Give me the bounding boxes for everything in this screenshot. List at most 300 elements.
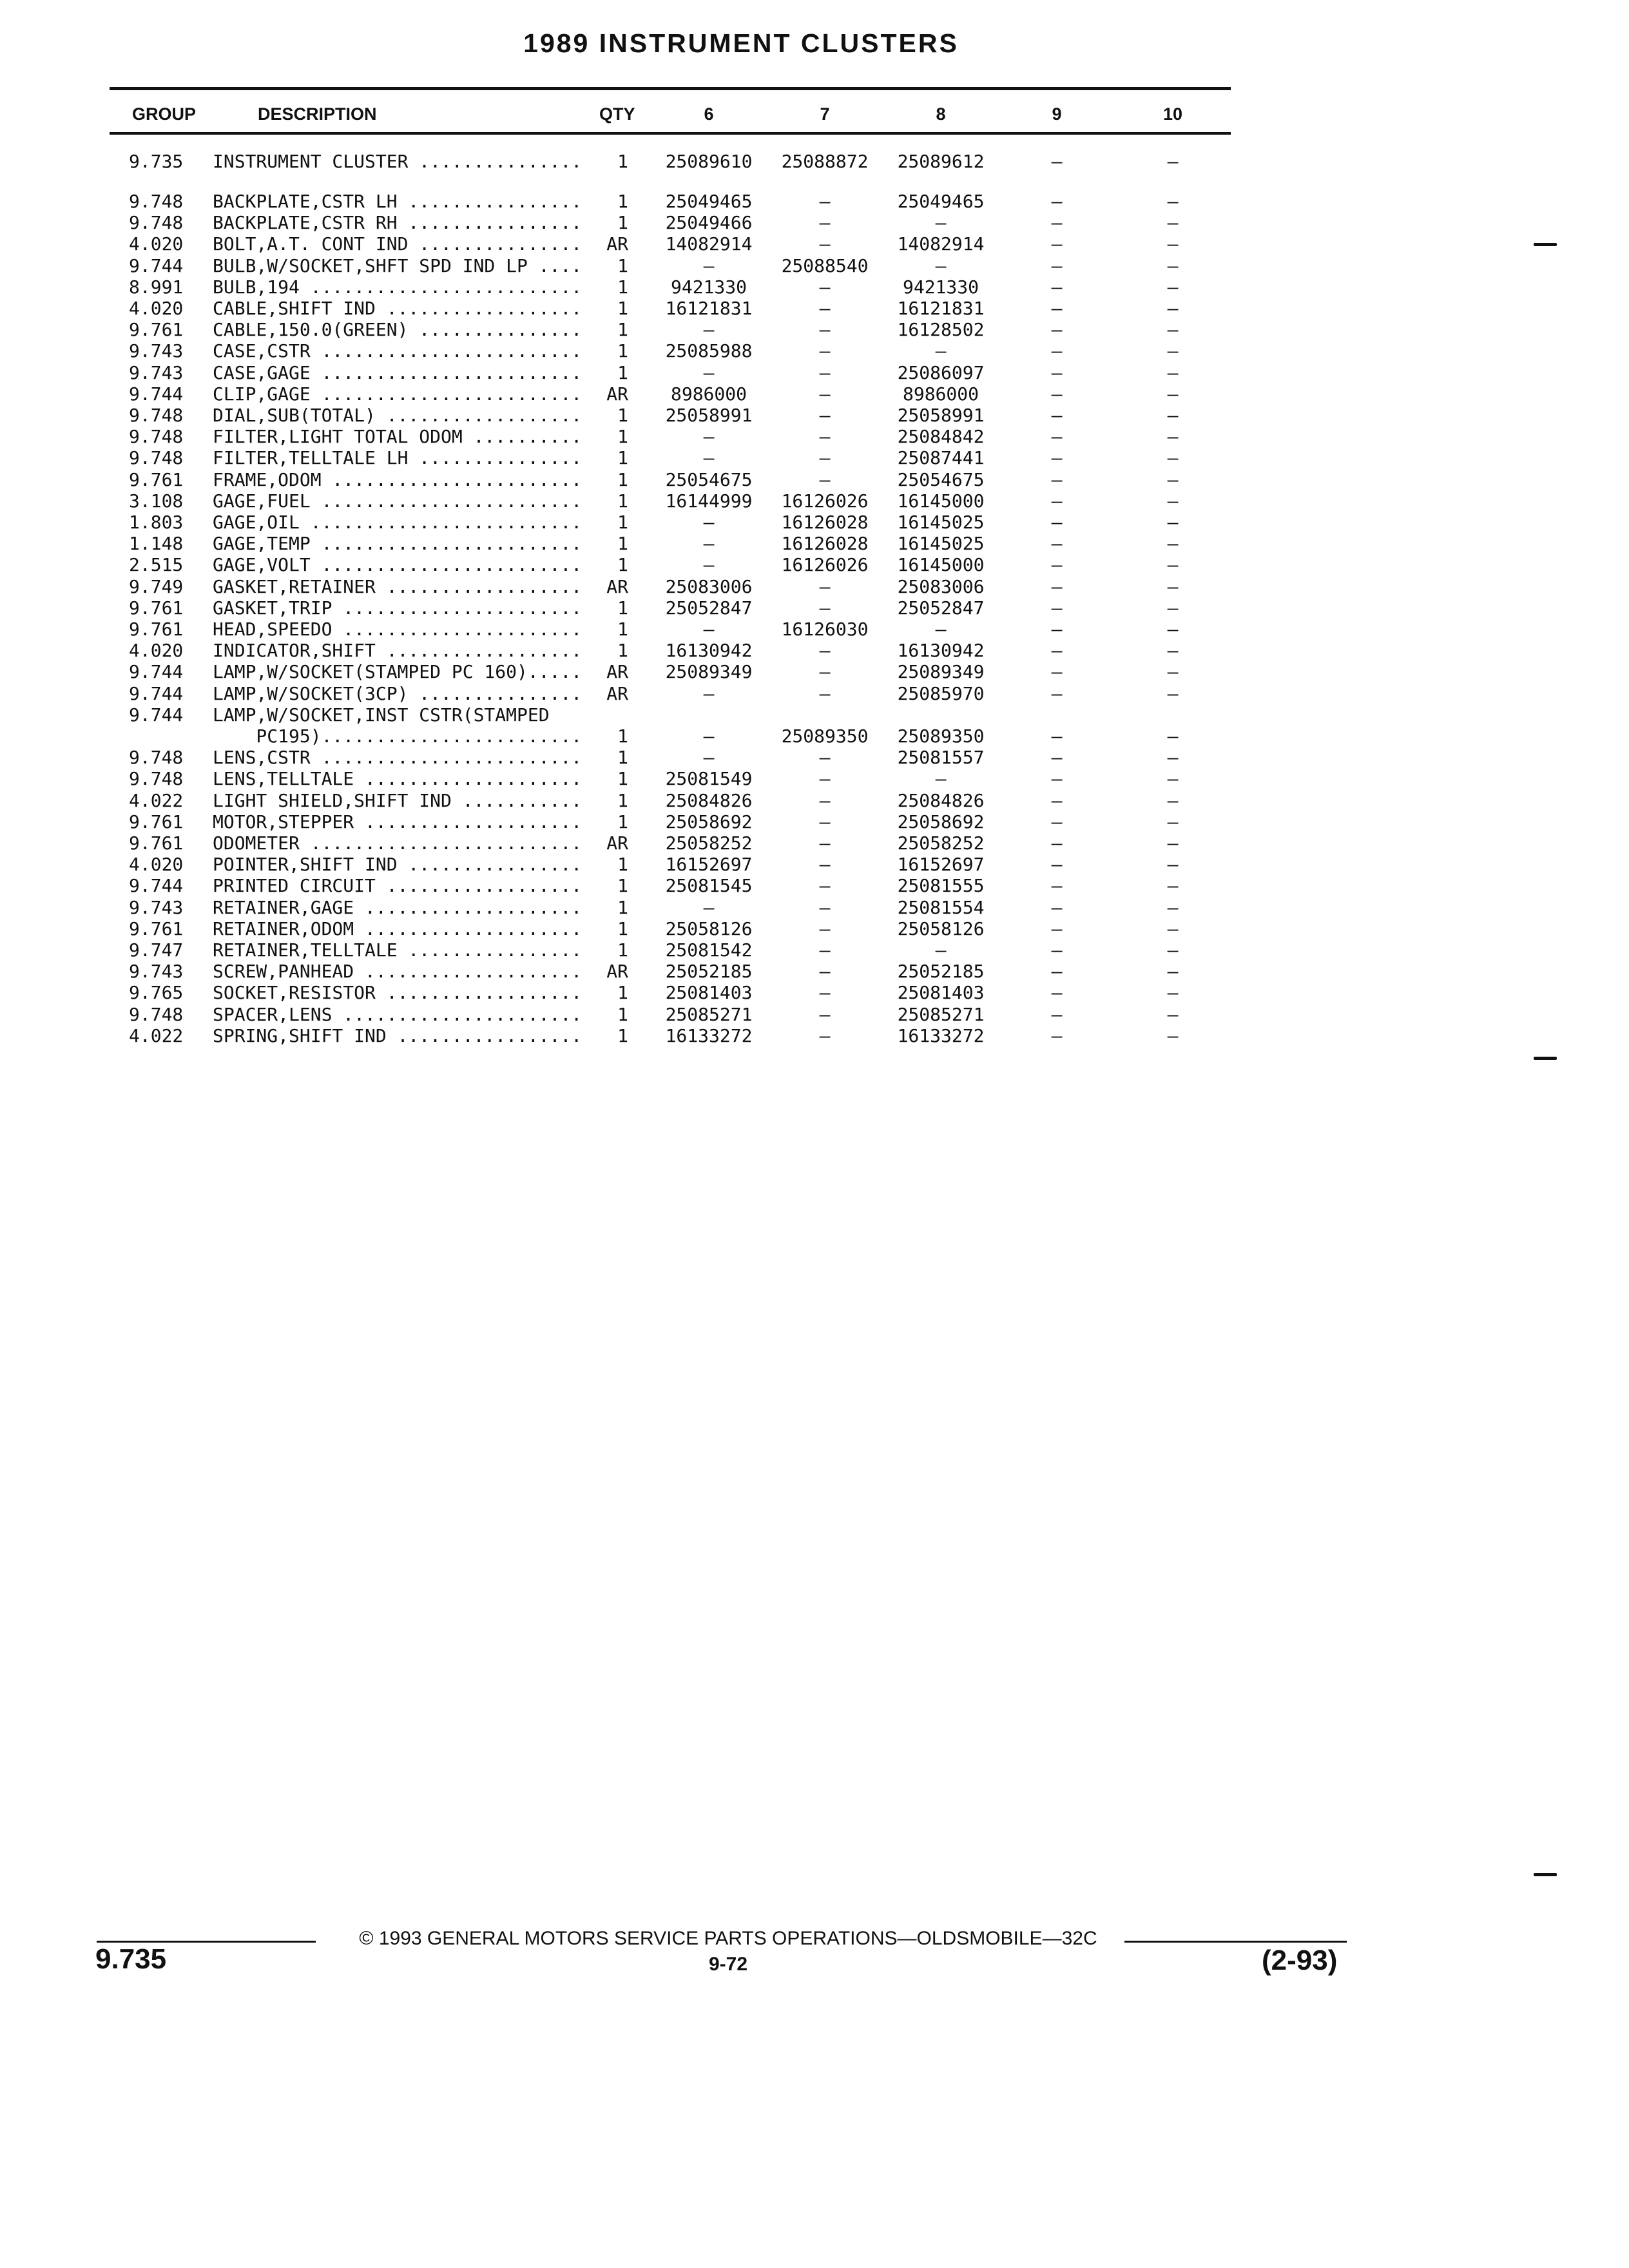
part-number-col-6: 25084826 xyxy=(665,789,753,811)
part-number-col-9: — xyxy=(1051,447,1063,469)
part-number-col-6: 14082914 xyxy=(665,233,753,255)
margin-tick-mark xyxy=(1534,1873,1557,1876)
part-description: PRINTED CIRCUIT .................. xyxy=(213,875,583,897)
part-number-col-9: — xyxy=(1051,661,1063,683)
part-number-col-10: — xyxy=(1167,233,1179,255)
part-number-col-9: — xyxy=(1051,619,1063,640)
quantity: AR xyxy=(606,575,628,597)
part-number-col-8: — xyxy=(935,939,947,961)
group-number: 1.148 xyxy=(129,533,184,555)
quantity: 1 xyxy=(617,939,628,961)
group-number: 9.735 xyxy=(129,151,184,172)
part-number-col-10: — xyxy=(1167,447,1179,469)
group-number: 9.743 xyxy=(129,961,184,983)
part-number-col-6: — xyxy=(703,619,715,640)
table-row xyxy=(0,939,1224,961)
table-row xyxy=(0,619,1224,640)
quantity: 1 xyxy=(617,426,628,448)
quantity: 1 xyxy=(617,726,628,747)
group-number: 9.748 xyxy=(129,1003,184,1025)
part-number-col-10: — xyxy=(1167,811,1179,832)
part-number-col-10: — xyxy=(1167,682,1179,704)
part-number-col-10: — xyxy=(1167,212,1179,234)
table-row xyxy=(0,233,1224,255)
part-number-col-10: — xyxy=(1167,640,1179,662)
part-number-col-8: — xyxy=(935,255,947,276)
part-number-col-7: — xyxy=(819,426,831,448)
part-number-col-8: 25052847 xyxy=(897,597,985,619)
part-number-col-6: 25052185 xyxy=(665,961,753,983)
part-number-col-10: — xyxy=(1167,789,1179,811)
group-number: 9.744 xyxy=(129,682,184,704)
part-description: GAGE,FUEL ........................ xyxy=(213,490,583,512)
quantity: 1 xyxy=(617,319,628,341)
quantity: 1 xyxy=(617,789,628,811)
part-number-col-8: 16145025 xyxy=(897,533,985,555)
part-number-col-8: 14082914 xyxy=(897,233,985,255)
table-row xyxy=(0,768,1224,789)
part-number-col-7: — xyxy=(819,768,831,790)
part-description: ODOMETER ......................... xyxy=(213,832,583,854)
part-number-col-8: 25084826 xyxy=(897,789,985,811)
part-number-col-6: 25081549 xyxy=(665,768,753,790)
quantity: AR xyxy=(606,961,628,983)
header-col-10: 10 xyxy=(1162,104,1183,124)
group-number: 4.020 xyxy=(129,640,184,662)
quantity: AR xyxy=(606,233,628,255)
part-number-col-6: 16133272 xyxy=(665,1024,753,1046)
part-number-col-6: 25054675 xyxy=(665,468,753,490)
part-number-col-6: 25089610 xyxy=(665,151,753,172)
part-description: RETAINER,GAGE .................... xyxy=(213,896,583,918)
part-number-col-6: 25089349 xyxy=(665,661,753,683)
part-description: CASE,GAGE ........................ xyxy=(213,361,583,383)
part-number-col-8: 25085970 xyxy=(897,682,985,704)
part-number-col-9: — xyxy=(1051,490,1063,512)
group-number: 9.744 xyxy=(129,875,184,897)
table-row xyxy=(0,255,1224,276)
group-number: 9.748 xyxy=(129,426,184,448)
part-number-col-8: 25081555 xyxy=(897,875,985,897)
part-number-col-8: 25058692 xyxy=(897,811,985,832)
table-row xyxy=(0,790,1224,811)
part-description: MOTOR,STEPPER .................... xyxy=(213,811,583,832)
part-number-col-6: 25081542 xyxy=(665,939,753,961)
part-number-col-10: — xyxy=(1167,896,1179,918)
part-number-col-8: 16128502 xyxy=(897,319,985,341)
part-number-col-6: 16121831 xyxy=(665,298,753,319)
part-number-col-9: — xyxy=(1051,468,1063,490)
part-description: LAMP,W/SOCKET,INST CSTR(STAMPED xyxy=(213,704,550,726)
table-row xyxy=(0,661,1224,682)
part-description: LENS,TELLTALE .................... xyxy=(213,768,583,790)
page-title: 1989 INSTRUMENT CLUSTERS xyxy=(523,28,959,58)
part-number-col-7: — xyxy=(819,1003,831,1025)
quantity: 1 xyxy=(617,468,628,490)
margin-tick-mark xyxy=(1534,1057,1557,1060)
quantity: 1 xyxy=(617,597,628,619)
group-number: 9.761 xyxy=(129,832,184,854)
quantity: 1 xyxy=(617,512,628,533)
margin-tick-mark xyxy=(1534,243,1557,246)
table-row xyxy=(0,726,1224,747)
group-number: 9.761 xyxy=(129,918,184,939)
part-number-col-10: — xyxy=(1167,468,1179,490)
part-number-col-6: 25083006 xyxy=(665,575,753,597)
group-number: 9.761 xyxy=(129,597,184,619)
group-number: 9.761 xyxy=(129,468,184,490)
part-number-col-10: — xyxy=(1167,276,1179,298)
part-number-col-7: — xyxy=(819,212,831,234)
table-row xyxy=(0,512,1224,533)
part-number-col-8: 8986000 xyxy=(902,383,979,405)
group-number: 8.991 xyxy=(129,276,184,298)
part-number-col-9: — xyxy=(1051,747,1063,769)
part-number-col-7: — xyxy=(819,789,831,811)
part-number-col-8: 25052185 xyxy=(897,961,985,983)
part-number-col-10: — xyxy=(1167,151,1179,172)
group-number: 4.020 xyxy=(129,233,184,255)
part-number-col-8: 25085271 xyxy=(897,1003,985,1025)
part-description: SOCKET,RESISTOR .................. xyxy=(213,982,583,1004)
part-number-col-6: 25058692 xyxy=(665,811,753,832)
group-number: 9.744 xyxy=(129,704,184,726)
part-number-col-9: — xyxy=(1051,597,1063,619)
part-number-col-6: 25081545 xyxy=(665,875,753,897)
part-number-col-9: — xyxy=(1051,896,1063,918)
part-number-col-10: — xyxy=(1167,961,1179,983)
part-number-col-10: — xyxy=(1167,875,1179,897)
group-number: 9.748 xyxy=(129,768,184,790)
part-number-col-7: — xyxy=(819,298,831,319)
part-number-col-7: — xyxy=(819,405,831,426)
part-number-col-6: — xyxy=(703,319,715,341)
part-number-col-10: — xyxy=(1167,982,1179,1004)
table-row xyxy=(0,340,1224,361)
part-number-col-6: 16144999 xyxy=(665,490,753,512)
group-number: 4.022 xyxy=(129,789,184,811)
part-number-col-7: — xyxy=(819,233,831,255)
part-number-col-10: — xyxy=(1167,340,1179,362)
part-number-col-10: — xyxy=(1167,1024,1179,1046)
group-number: 9.748 xyxy=(129,212,184,234)
quantity: 1 xyxy=(617,490,628,512)
header-col-8: 8 xyxy=(936,104,946,124)
table-row xyxy=(0,426,1224,447)
quantity: 1 xyxy=(617,1024,628,1046)
part-description: LAMP,W/SOCKET(STAMPED PC 160)..... xyxy=(213,661,583,683)
part-number-col-9: — xyxy=(1051,768,1063,790)
part-description: RETAINER,ODOM .................... xyxy=(213,918,583,939)
part-number-col-9: — xyxy=(1051,1024,1063,1046)
quantity: 1 xyxy=(617,298,628,319)
table-row xyxy=(0,362,1224,383)
part-number-col-7: — xyxy=(819,875,831,897)
quantity: 1 xyxy=(617,212,628,234)
group-number: 9.761 xyxy=(129,811,184,832)
group-number: 9.744 xyxy=(129,255,184,276)
quantity: 1 xyxy=(617,533,628,555)
part-number-col-8: 25089612 xyxy=(897,151,985,172)
part-number-col-9: — xyxy=(1051,961,1063,983)
table-row xyxy=(0,276,1224,298)
part-description: CASE,CSTR ........................ xyxy=(213,340,583,362)
part-number-col-7: 16126028 xyxy=(781,512,869,533)
part-number-col-7: — xyxy=(819,319,831,341)
quantity: 1 xyxy=(617,340,628,362)
part-number-col-6: 8986000 xyxy=(670,383,747,405)
part-description: CABLE,150.0(GREEN) ............... xyxy=(213,319,583,341)
table-row xyxy=(0,405,1224,426)
table-row xyxy=(0,832,1224,854)
part-number-col-10: — xyxy=(1167,597,1179,619)
part-number-col-10: — xyxy=(1167,361,1179,383)
part-number-col-6: 16130942 xyxy=(665,640,753,662)
part-description: CLIP,GAGE ........................ xyxy=(213,383,583,405)
table-row xyxy=(0,319,1224,340)
part-number-col-7: — xyxy=(819,575,831,597)
part-number-col-7: — xyxy=(819,982,831,1004)
quantity: 1 xyxy=(617,151,628,172)
part-number-col-8: 16145000 xyxy=(897,490,985,512)
header-group: GROUP xyxy=(132,104,197,124)
part-description: DIAL,SUB(TOTAL) .................. xyxy=(213,405,583,426)
group-number: 9.765 xyxy=(129,982,184,1004)
part-number-col-8: 16133272 xyxy=(897,1024,985,1046)
part-number-col-9: — xyxy=(1051,405,1063,426)
part-description: BOLT,A.T. CONT IND ............... xyxy=(213,233,583,255)
table-row xyxy=(0,811,1224,832)
part-number-col-9: — xyxy=(1051,212,1063,234)
footer-revision-date: (2-93) xyxy=(1262,1945,1338,1976)
quantity: 1 xyxy=(617,405,628,426)
part-number-col-9: — xyxy=(1051,939,1063,961)
part-number-col-9: — xyxy=(1051,151,1063,172)
part-number-col-9: — xyxy=(1051,982,1063,1004)
part-number-col-6: — xyxy=(703,747,715,769)
part-number-col-10: — xyxy=(1167,512,1179,533)
part-number-col-10: — xyxy=(1167,575,1179,597)
part-number-col-8: 25058991 xyxy=(897,405,985,426)
part-number-col-8: 25087441 xyxy=(897,447,985,469)
part-number-col-6: — xyxy=(703,726,715,747)
group-number: 3.108 xyxy=(129,490,184,512)
table-row xyxy=(0,640,1224,661)
part-description: GASKET,TRIP ...................... xyxy=(213,597,583,619)
part-number-col-6: — xyxy=(703,447,715,469)
quantity: 1 xyxy=(617,811,628,832)
part-number-col-8: 25084842 xyxy=(897,426,985,448)
part-number-col-10: — xyxy=(1167,747,1179,769)
part-number-col-10: — xyxy=(1167,554,1179,576)
group-number: 9.749 xyxy=(129,575,184,597)
part-number-col-7: 25089350 xyxy=(781,726,869,747)
part-number-col-10: — xyxy=(1167,661,1179,683)
quantity: 1 xyxy=(617,640,628,662)
part-description: PC195)........................ xyxy=(213,726,583,747)
part-number-col-8: 16121831 xyxy=(897,298,985,319)
part-number-col-7: 16126028 xyxy=(781,533,869,555)
table-row xyxy=(0,897,1224,918)
part-number-col-8: 25089350 xyxy=(897,726,985,747)
quantity: 1 xyxy=(617,361,628,383)
group-number: 9.748 xyxy=(129,405,184,426)
part-number-col-8: 25054675 xyxy=(897,468,985,490)
part-number-col-7: — xyxy=(819,361,831,383)
table-row xyxy=(0,383,1224,405)
group-number: 9.743 xyxy=(129,896,184,918)
part-number-col-6: 16152697 xyxy=(665,854,753,876)
quantity: 1 xyxy=(617,1003,628,1025)
part-number-col-8: — xyxy=(935,212,947,234)
part-number-col-10: — xyxy=(1167,1003,1179,1025)
part-number-col-6: 25085271 xyxy=(665,1003,753,1025)
part-number-col-9: — xyxy=(1051,811,1063,832)
part-number-col-8: 16130942 xyxy=(897,640,985,662)
quantity: 1 xyxy=(617,554,628,576)
part-description: GAGE,OIL ......................... xyxy=(213,512,583,533)
quantity: 1 xyxy=(617,768,628,790)
table-row xyxy=(0,576,1224,597)
part-number-col-10: — xyxy=(1167,426,1179,448)
part-description: HEAD,SPEEDO ...................... xyxy=(213,619,583,640)
table-row xyxy=(0,961,1224,982)
part-number-col-6: — xyxy=(703,361,715,383)
group-number: 9.747 xyxy=(129,939,184,961)
part-number-col-10: — xyxy=(1167,619,1179,640)
header-col-9: 9 xyxy=(1052,104,1062,124)
quantity: 1 xyxy=(617,619,628,640)
quantity: 1 xyxy=(617,896,628,918)
table-row xyxy=(0,854,1224,875)
group-number: 1.803 xyxy=(129,512,184,533)
quantity: AR xyxy=(606,383,628,405)
part-description: INDICATOR,SHIFT .................. xyxy=(213,640,583,662)
part-number-col-7: — xyxy=(819,340,831,362)
footer-section-number: 9.735 xyxy=(95,1943,167,1975)
quantity: 1 xyxy=(617,191,628,212)
header-col-7: 7 xyxy=(820,104,830,124)
table-row xyxy=(0,704,1224,726)
quantity: 1 xyxy=(617,276,628,298)
part-number-col-7: — xyxy=(819,597,831,619)
part-number-col-6: — xyxy=(703,682,715,704)
table-row xyxy=(0,683,1224,704)
part-description: INSTRUMENT CLUSTER ............... xyxy=(213,151,583,172)
part-number-col-6: — xyxy=(703,426,715,448)
quantity: AR xyxy=(606,682,628,704)
footer-page-number: 9-72 xyxy=(708,1954,748,1975)
part-number-col-8: 16152697 xyxy=(897,854,985,876)
part-number-col-9: — xyxy=(1051,789,1063,811)
part-description: BULB,W/SOCKET,SHFT SPD IND LP .... xyxy=(213,255,583,276)
part-number-col-9: — xyxy=(1051,512,1063,533)
part-number-col-10: — xyxy=(1167,298,1179,319)
part-description: BACKPLATE,CSTR LH ................ xyxy=(213,191,583,212)
part-number-col-8: — xyxy=(935,340,947,362)
part-number-col-9: — xyxy=(1051,640,1063,662)
part-number-col-8: 25083006 xyxy=(897,575,985,597)
part-number-col-6: — xyxy=(703,554,715,576)
group-number: 9.748 xyxy=(129,747,184,769)
table-row xyxy=(0,533,1224,554)
part-number-col-7: — xyxy=(819,811,831,832)
part-number-col-9: — xyxy=(1051,255,1063,276)
part-number-col-10: — xyxy=(1167,405,1179,426)
part-number-col-7: 16126026 xyxy=(781,490,869,512)
part-number-col-7: 25088872 xyxy=(781,151,869,172)
part-number-col-9: — xyxy=(1051,726,1063,747)
part-description: GASKET,RETAINER .................. xyxy=(213,575,583,597)
part-number-col-9: — xyxy=(1051,426,1063,448)
table-row xyxy=(0,469,1224,490)
part-number-col-9: — xyxy=(1051,319,1063,341)
header-col-6: 6 xyxy=(704,104,714,124)
part-number-col-8: 25086097 xyxy=(897,361,985,383)
part-number-col-10: — xyxy=(1167,918,1179,939)
part-number-col-6: 25049465 xyxy=(665,191,753,212)
part-number-col-10: — xyxy=(1167,832,1179,854)
quantity: 1 xyxy=(617,982,628,1004)
part-number-col-9: — xyxy=(1051,361,1063,383)
part-number-col-7: — xyxy=(819,640,831,662)
part-number-col-10: — xyxy=(1167,490,1179,512)
part-description: CABLE,SHIFT IND .................. xyxy=(213,298,583,319)
part-number-col-6: 25085988 xyxy=(665,340,753,362)
table-row xyxy=(0,875,1224,896)
part-description: FILTER,TELLTALE LH ............... xyxy=(213,447,583,469)
part-number-col-9: — xyxy=(1051,233,1063,255)
part-description: SCREW,PANHEAD .................... xyxy=(213,961,583,983)
part-number-col-7: — xyxy=(819,383,831,405)
table-row xyxy=(0,1025,1224,1046)
part-number-col-6: 25058252 xyxy=(665,832,753,854)
part-number-col-7: — xyxy=(819,682,831,704)
part-description: FRAME,ODOM ....................... xyxy=(213,468,583,490)
quantity: AR xyxy=(606,661,628,683)
group-number: 2.515 xyxy=(129,554,184,576)
part-description: LAMP,W/SOCKET(3CP) ............... xyxy=(213,682,583,704)
part-number-col-9: — xyxy=(1051,832,1063,854)
part-number-col-6: — xyxy=(703,533,715,555)
part-number-col-7: — xyxy=(819,939,831,961)
part-number-col-8: — xyxy=(935,619,947,640)
part-number-col-7: — xyxy=(819,832,831,854)
part-number-col-9: — xyxy=(1051,298,1063,319)
table-row xyxy=(0,747,1224,768)
part-description: FILTER,LIGHT TOTAL ODOM .......... xyxy=(213,426,583,448)
part-number-col-9: — xyxy=(1051,854,1063,876)
table-row xyxy=(0,447,1224,468)
part-number-col-7: — xyxy=(819,468,831,490)
part-description: BULB,194 ......................... xyxy=(213,276,583,298)
part-number-col-7: — xyxy=(819,961,831,983)
part-number-col-6: — xyxy=(703,255,715,276)
part-number-col-7: — xyxy=(819,854,831,876)
footer-copyright: © 1993 GENERAL MOTORS SERVICE PARTS OPERATIONS—OLDSMOBILE—32C xyxy=(359,1928,1097,1949)
group-number: 9.744 xyxy=(129,383,184,405)
part-description: LIGHT SHIELD,SHIFT IND ........... xyxy=(213,789,583,811)
part-number-col-10: — xyxy=(1167,191,1179,212)
part-number-col-6: 25052847 xyxy=(665,597,753,619)
part-number-col-10: — xyxy=(1167,726,1179,747)
part-number-col-8: 25058126 xyxy=(897,918,985,939)
part-number-col-10: — xyxy=(1167,768,1179,790)
part-number-col-6: 25081403 xyxy=(665,982,753,1004)
part-number-col-8: — xyxy=(935,768,947,790)
part-number-col-7: — xyxy=(819,447,831,469)
part-number-col-10: — xyxy=(1167,854,1179,876)
